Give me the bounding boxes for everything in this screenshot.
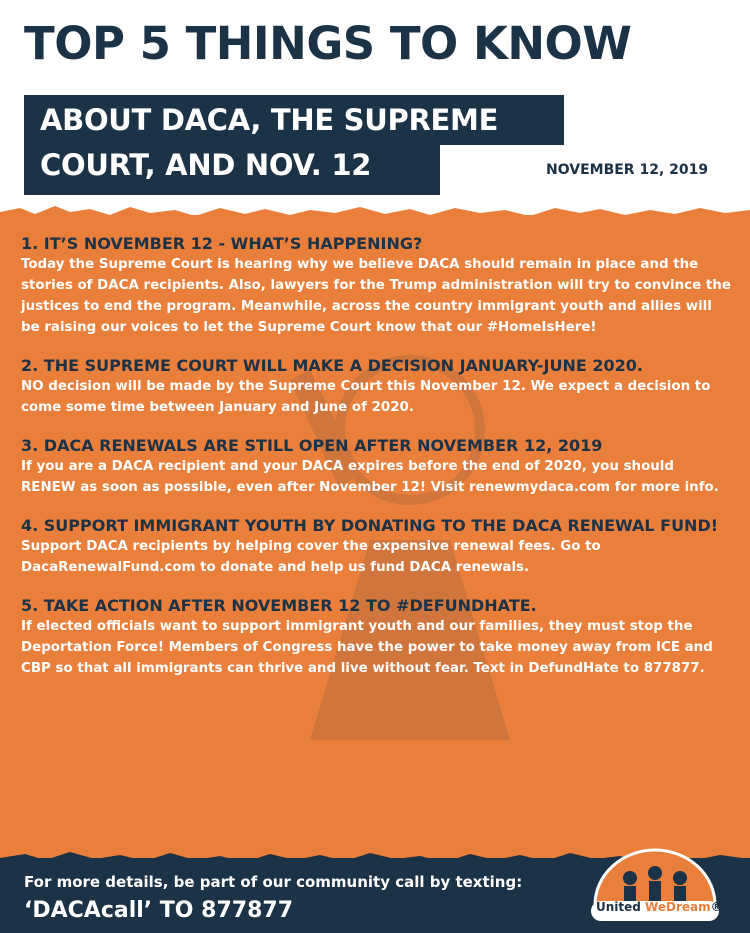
subhead-line-2: COURT, AND NOV. 12 <box>40 148 372 182</box>
section-4 <box>21 515 733 578</box>
headline: TOP 5 THINGS TO KNOW <box>24 17 632 70</box>
content <box>21 233 733 696</box>
subhead <box>40 98 498 188</box>
section-title: 4. SUPPORT IMMIGRANT YOUTH BY DONATING TO THE DACA RENEWAL FUND! <box>21 516 719 535</box>
section-2 <box>21 355 733 418</box>
date: NOVEMBER 12, 2019 <box>546 162 709 178</box>
footer-text-code: ‘DACAcall’ TO 877877 <box>24 898 294 923</box>
section-5 <box>21 595 733 679</box>
logo-text-wedream: WeDream <box>645 900 711 914</box>
logo-text-united: United <box>596 900 646 914</box>
section-title: 2. THE SUPREME COURT WILL MAKE A DECISION JANUARY-JUNE 2020. <box>21 356 643 375</box>
section-body: NO decision will be made by the Supreme Court this November 12. We expect a decision to come some time between January and June of 2020. <box>21 379 711 415</box>
logo-registered-mark: ® <box>710 900 723 914</box>
section-body: Today the Supreme Court is hearing why we believe DACA should remain in place and the stories of DACA recipients. Also, lawyers for the Trump administration will try to convince the justices to end the program. Meanwhile, across the country immigrant youth and allies will be raising our voices to let the Supreme Court know that our #HomeIsHere! <box>21 257 731 335</box>
section-title: 5. TAKE ACTION AFTER NOVEMBER 12 TO #DEFUNDHATE. <box>21 596 537 615</box>
footer-call-text: For more details, be part of our community call by texting: <box>24 873 523 891</box>
section-body: If you are a DACA recipient and your DACA expires before the end of 2020, you should RENEW as soon as possible, even after November 12! Visit renewmydaca.com for more info. <box>21 459 719 495</box>
section-body: Support DACA recipients by helping cover the expensive renewal fees. Go to DacaRenewalFund.com to donate and help us fund DACA renewals. <box>21 539 601 575</box>
section-1 <box>21 233 733 338</box>
logo-text <box>596 900 723 914</box>
section-title: 1. IT’S NOVEMBER 12 - WHAT’S HAPPENING? <box>21 234 423 253</box>
section-body: If elected officials want to support immigrant youth and our families, they must stop the Deportation Force! Members of Congress have the power to take money away from ICE and CBP so that all immigrants can thrive and live without fear. Text in DefundHate to 877877. <box>21 619 713 676</box>
subhead-line-1: ABOUT DACA, THE SUPREME <box>40 103 499 137</box>
section-title: 3. DACA RENEWALS ARE STILL OPEN AFTER NOVEMBER 12, 2019 <box>21 436 603 455</box>
section-3 <box>21 435 733 498</box>
